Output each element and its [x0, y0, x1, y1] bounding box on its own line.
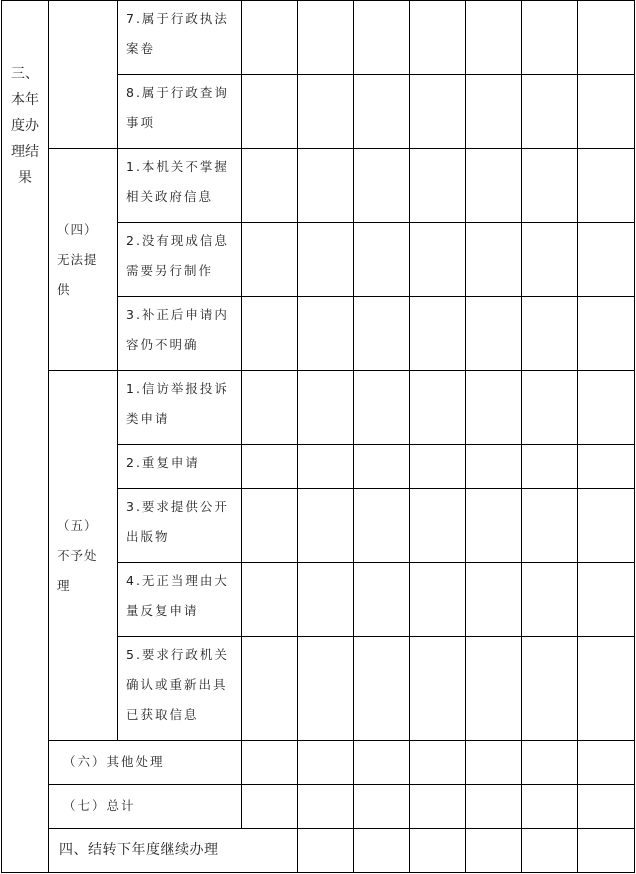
- data-cell: [522, 741, 578, 785]
- data-cell: [410, 741, 466, 785]
- table-row: [2, 371, 635, 445]
- data-cell: [578, 637, 635, 741]
- data-cell: [410, 75, 466, 149]
- data-cell: [298, 637, 354, 741]
- data-cell: [522, 75, 578, 149]
- row-label: 5.要求行政机关确认或重新出具已获取信息: [118, 637, 242, 741]
- table-row: [2, 829, 635, 873]
- data-cell: [578, 563, 635, 637]
- data-cell: [466, 223, 522, 297]
- data-cell: [242, 75, 298, 149]
- table-row: [2, 741, 635, 785]
- data-cell: [242, 149, 298, 223]
- data-cell: [578, 223, 635, 297]
- data-cell: [410, 297, 466, 371]
- data-cell: [578, 149, 635, 223]
- data-cell: [410, 445, 466, 489]
- data-cell: [578, 371, 635, 445]
- data-cell: [298, 371, 354, 445]
- data-cell: [466, 829, 522, 873]
- data-cell: [354, 371, 410, 445]
- data-cell: [298, 785, 354, 829]
- other-handling-label: （六）其他处理: [49, 741, 242, 785]
- total-label: （七）总计: [49, 785, 242, 829]
- data-cell: [522, 223, 578, 297]
- data-cell: [242, 1, 298, 75]
- row-label: 2.没有现成信息需要另行制作: [118, 223, 242, 297]
- data-cell: [522, 445, 578, 489]
- data-cell: [578, 829, 635, 873]
- data-cell: [466, 563, 522, 637]
- row-label: 8.属于行政查询事项: [118, 75, 242, 149]
- table-row: [2, 149, 635, 223]
- section-3-header: 三、本年度办理结果: [2, 1, 49, 873]
- data-cell: [466, 785, 522, 829]
- data-cell: [522, 489, 578, 563]
- data-cell: [410, 1, 466, 75]
- data-cell: [298, 489, 354, 563]
- row-label: 2.重复申请: [118, 445, 242, 489]
- data-cell: [578, 1, 635, 75]
- data-cell: [578, 489, 635, 563]
- data-cell: [354, 223, 410, 297]
- data-cell: [466, 1, 522, 75]
- data-cell: [410, 829, 466, 873]
- data-cell: [410, 637, 466, 741]
- data-cell: [466, 371, 522, 445]
- data-cell: [242, 489, 298, 563]
- row-label: 1.信访举报投诉类申请: [118, 371, 242, 445]
- data-cell: [522, 1, 578, 75]
- data-cell: [522, 297, 578, 371]
- data-cell: [354, 489, 410, 563]
- table-row: [2, 1, 635, 75]
- data-cell: [410, 371, 466, 445]
- data-cell: [466, 741, 522, 785]
- row-label: 4.无正当理由大量反复申请: [118, 563, 242, 637]
- data-cell: [242, 637, 298, 741]
- data-cell: [522, 149, 578, 223]
- data-cell: [410, 563, 466, 637]
- data-cell: [578, 785, 635, 829]
- data-cell: [354, 1, 410, 75]
- data-cell: [298, 741, 354, 785]
- data-cell: [354, 75, 410, 149]
- row-label: 3.要求提供公开出版物: [118, 489, 242, 563]
- data-cell: [466, 637, 522, 741]
- data-cell: [410, 489, 466, 563]
- data-cell: [242, 223, 298, 297]
- data-cell: [298, 149, 354, 223]
- data-cell: [522, 637, 578, 741]
- data-cell: [578, 445, 635, 489]
- row-label: 1.本机关不掌握相关政府信息: [118, 149, 242, 223]
- data-cell: [354, 637, 410, 741]
- group-header-4: （四）无法提供: [49, 149, 118, 371]
- data-cell: [522, 829, 578, 873]
- group-header-blank: [49, 1, 118, 149]
- data-cell: [466, 149, 522, 223]
- data-cell: [522, 563, 578, 637]
- data-cell: [466, 489, 522, 563]
- data-cell: [354, 785, 410, 829]
- data-cell: [298, 563, 354, 637]
- data-cell: [242, 371, 298, 445]
- data-cell: [242, 445, 298, 489]
- data-cell: [298, 829, 354, 873]
- data-cell: [354, 741, 410, 785]
- data-cell: [298, 445, 354, 489]
- data-cell: [298, 75, 354, 149]
- table-row: [2, 785, 635, 829]
- data-cell: [298, 223, 354, 297]
- data-cell: [298, 297, 354, 371]
- data-cell: [410, 149, 466, 223]
- data-cell: [578, 741, 635, 785]
- data-cell: [466, 445, 522, 489]
- data-cell: [522, 785, 578, 829]
- data-cell: [410, 785, 466, 829]
- data-cell: [466, 297, 522, 371]
- data-cell: [354, 149, 410, 223]
- row-label: 7.属于行政执法案卷: [118, 1, 242, 75]
- data-cell: [242, 741, 298, 785]
- data-cell: [242, 563, 298, 637]
- data-cell: [578, 297, 635, 371]
- data-cell: [354, 297, 410, 371]
- data-cell: [354, 445, 410, 489]
- data-cell: [242, 297, 298, 371]
- data-cell: [522, 371, 578, 445]
- data-cell: [354, 829, 410, 873]
- data-cell: [298, 1, 354, 75]
- data-cell: [466, 75, 522, 149]
- data-cell: [410, 223, 466, 297]
- group-header-5: （五）不予处理: [49, 371, 118, 741]
- data-cell: [242, 785, 298, 829]
- data-cell: [578, 75, 635, 149]
- data-cell: [354, 563, 410, 637]
- row-label: 3.补正后申请内容仍不明确: [118, 297, 242, 371]
- section-4-label: 四、结转下年度继续办理: [49, 829, 298, 873]
- annual-report-table: [1, 0, 635, 873]
